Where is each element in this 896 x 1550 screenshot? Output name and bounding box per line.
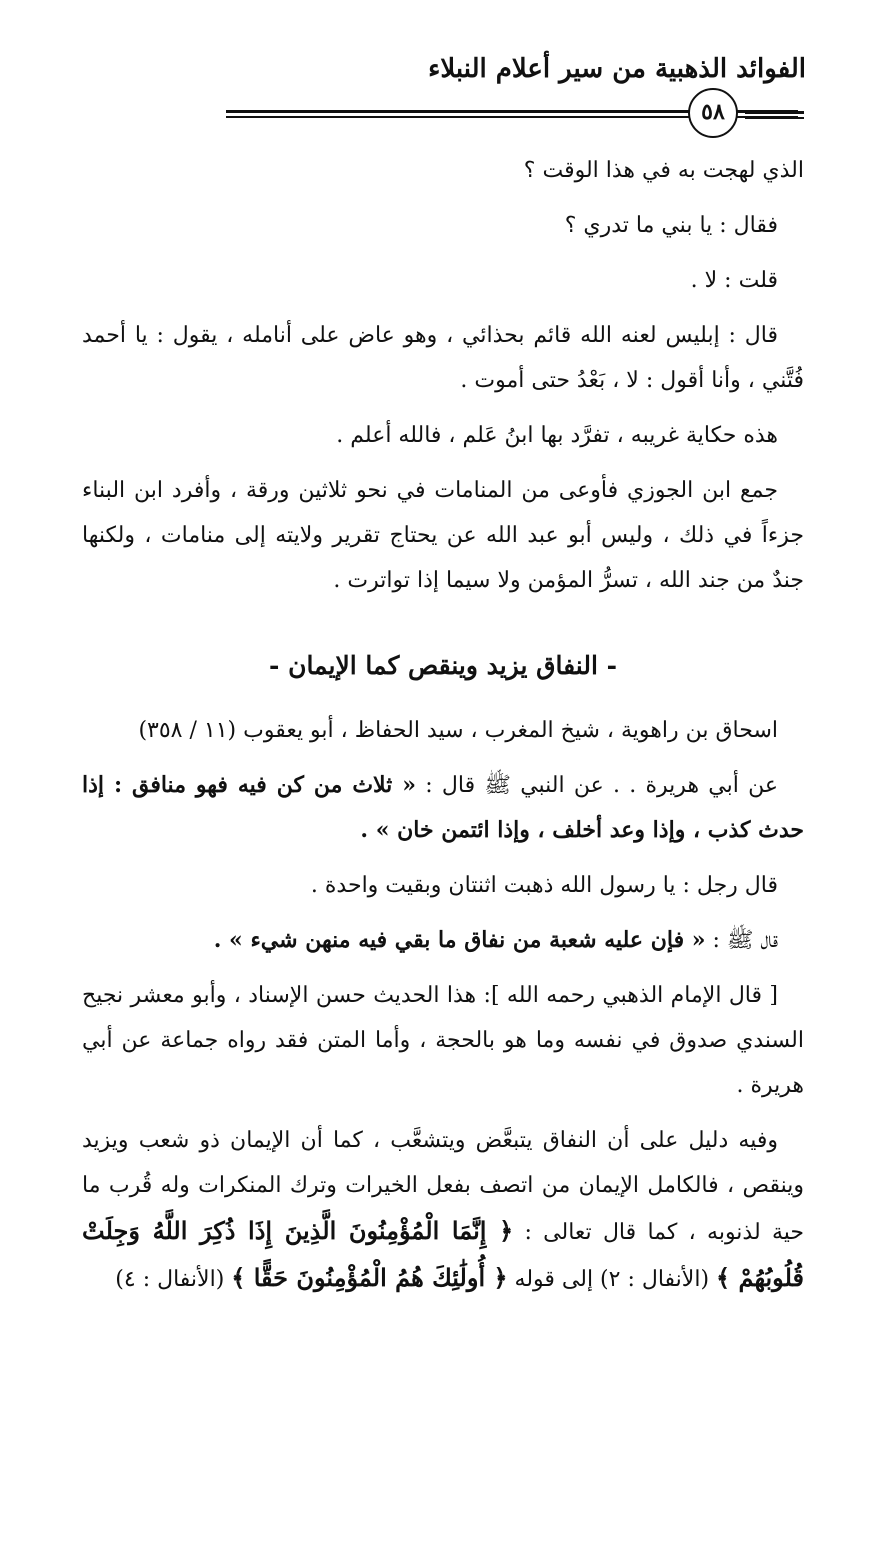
header-rule-left <box>745 111 804 114</box>
hadith-intro: عن أبي هريرة . . عن النبي ﷺ قال : <box>415 773 779 798</box>
paragraph <box>82 1118 804 1302</box>
page-body <box>82 148 804 1312</box>
section-heading: - النفاق يزيد وينقص كما الإيمان - <box>269 651 617 680</box>
paragraph: الذي لهجت به في هذا الوقت ؟ <box>523 158 804 183</box>
hadith-intro: قال ﷺ : <box>705 928 778 953</box>
verse-reference: (الأنفال : ٤) <box>115 1267 232 1292</box>
paragraph: قلت : لا . <box>690 268 778 293</box>
paragraph: [ قال الإمام الذهبي رحمه الله ]: هذا الحديث حسن الإسناد ، وأبو معشر نجيح السندي صدوق في نفسه وما هو بالحجة ، وأما المتن فقد رواه جماعة عن أبي هريرة . <box>82 983 805 1098</box>
verse-reference: (الأنفال : ٢) إلى قوله <box>507 1267 717 1292</box>
book-title: الفوائد الذهبية من سير أعلام النبلاء <box>428 54 806 84</box>
quran-verse: ﴿ أُولَٰئِكَ هُمُ الْمُؤْمِنُونَ حَقًّا ﴾ <box>231 1263 508 1292</box>
header-rule-left-lower <box>745 117 804 119</box>
quran-verse: ﴿ إِنَّمَا الْمُؤْمِنُونَ الَّذِينَ إِذَا ذُكِرَ اللَّهُ وَجِلَتْ قُلُوبُهُمْ ﴾ <box>82 1216 804 1292</box>
page-number: ٥٨ <box>688 88 738 138</box>
paragraph <box>82 918 804 963</box>
paragraph: جمع ابن الجوزي فأوعى من المنامات في نحو ثلاثين ورقة ، وأفرد ابن البناء جزءاً في ذلك ، وليس أبو عبد الله عن يحتاج تقرير ولايته إلى منامات ، ولكنها جندٌ من جند الله ، تسرُّ المؤمن ولا سيما إذا تواترت . <box>82 478 804 593</box>
paragraph: قال : إبليس لعنه الله قائم بحذائي ، وهو عاض على أنامله ، يقول : يا أحمد فُتَّني ، وأنا أقول : لا ، بَعْدُ حتى أموت . <box>82 323 804 393</box>
hadith-text: « فإن عليه شعبة من نفاق ما بقي فيه منهن شيء » . <box>213 927 706 953</box>
paragraph: قال رجل : يا رسول الله ذهبت اثنتان وبقيت واحدة . <box>310 873 778 898</box>
commentary-text: وفيه دليل على أن النفاق يتبعَّض ويتشعَّب ، كما أن الإيمان ذو شعب ويزيد وينقص ، فالكامل الإيمان من اتصف بفعل الخيرات وترك المنكرات وله قُرب ما حية لذنوبه ، كما قال تعالى : <box>82 1128 804 1245</box>
paragraph <box>82 763 804 853</box>
paragraph: اسحاق بن راهوية ، شيخ المغرب ، سيد الحفاظ ، أبو يعقوب (١١ / ٣٥٨) <box>138 718 778 743</box>
paragraph: فقال : يا بني ما تدري ؟ <box>564 213 778 238</box>
paragraph: هذه حكاية غريبه ، تفرَّد بها ابنُ عَلم ، فالله أعلم . <box>336 423 778 448</box>
hadith-text: « ثلاث من كن فيه فهو منافق : إذا حدث كذب ، وإذا وعد أخلف ، وإذا ائتمن خان » . <box>82 772 804 843</box>
